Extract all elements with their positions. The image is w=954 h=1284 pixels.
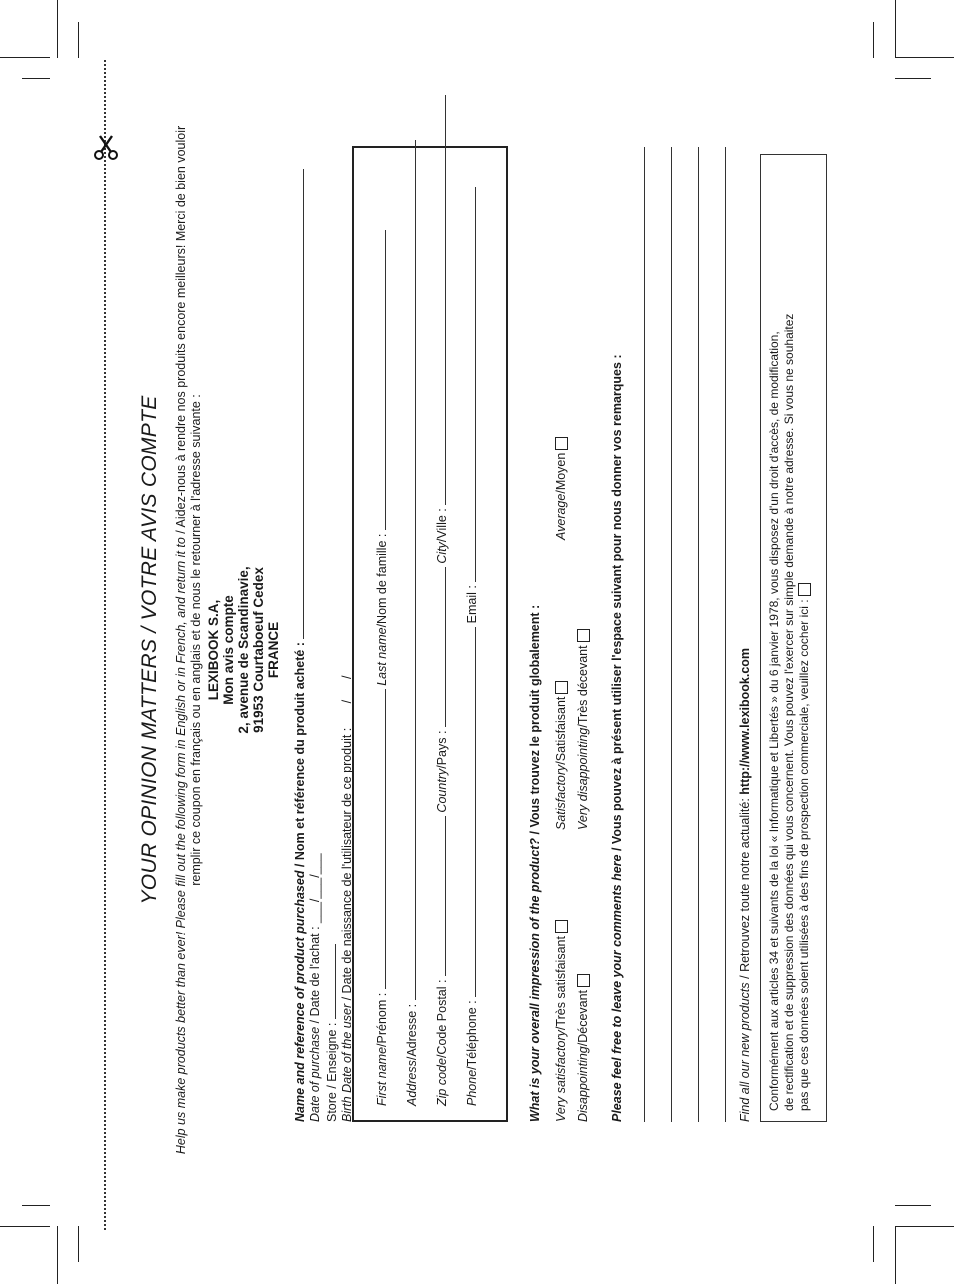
crop-mark bbox=[873, 1226, 874, 1262]
crop-mark bbox=[0, 1226, 50, 1227]
crop-mark bbox=[895, 78, 931, 79]
label: Address bbox=[405, 1060, 419, 1106]
label: Zip code bbox=[435, 1058, 449, 1106]
label: / Enseigne : bbox=[325, 1022, 339, 1093]
comment-line[interactable] bbox=[725, 147, 726, 1122]
label: /Satisfaisant bbox=[554, 696, 568, 765]
label: / Vous pouvez à présent utiliser l'espace suivant pour nous donner vos remarques : bbox=[610, 354, 624, 855]
address-line: LEXIBOOK S.A, bbox=[206, 599, 221, 701]
crop-mark bbox=[895, 1226, 954, 1227]
label: /Code Postal : bbox=[435, 979, 449, 1059]
website-link[interactable]: http://www.lexibook.com bbox=[738, 647, 752, 795]
label: Please feel free to leave your comments here bbox=[610, 854, 624, 1122]
find-products-row bbox=[738, 648, 752, 1122]
label: City bbox=[435, 542, 449, 564]
label: Very satisfactory bbox=[554, 1030, 568, 1122]
label: /Nom de famille : bbox=[375, 533, 389, 628]
country-field[interactable] bbox=[434, 567, 446, 727]
label: /Ville : bbox=[435, 508, 449, 543]
phone-row bbox=[464, 187, 479, 1106]
legal-notice bbox=[760, 154, 827, 1122]
opinion-form bbox=[130, 100, 850, 1200]
disappointing-checkbox[interactable] bbox=[577, 974, 590, 987]
comments-prompt bbox=[610, 354, 624, 1122]
crop-mark bbox=[57, 0, 58, 58]
address-line: 2, avenue de Scandinavie, bbox=[236, 566, 251, 734]
zip-field[interactable] bbox=[434, 816, 446, 976]
label: Email : bbox=[465, 585, 479, 624]
first-name-row bbox=[374, 230, 389, 1106]
crop-mark bbox=[895, 1226, 896, 1284]
birth-date-field[interactable]: ___/___/___ bbox=[340, 654, 354, 725]
label: Find all our new products bbox=[738, 982, 752, 1122]
address-line: Mon avis compte bbox=[221, 595, 236, 705]
comment-line[interactable] bbox=[644, 147, 645, 1122]
crop-mark bbox=[22, 78, 50, 79]
crop-mark bbox=[78, 1226, 79, 1262]
label: Very disappointing bbox=[576, 727, 590, 830]
first-name-field[interactable] bbox=[374, 689, 386, 989]
comment-line[interactable] bbox=[698, 147, 699, 1122]
date-field[interactable]: ___/___/___ bbox=[308, 853, 322, 923]
label: /Pays : bbox=[435, 730, 449, 769]
impression-average bbox=[554, 437, 568, 540]
label: / Vous trouvez le produit globalement : bbox=[528, 604, 542, 838]
address-line: FRANCE bbox=[266, 621, 281, 679]
label: /Décevant bbox=[576, 989, 590, 1047]
address-line: 91953 Courtaboeuf Cedex bbox=[251, 567, 266, 733]
scissors-icon bbox=[92, 134, 120, 162]
crop-mark bbox=[78, 22, 79, 58]
label: Name and reference of product purchased bbox=[293, 870, 307, 1122]
page-title: YOUR OPINION MATTERS / VOTRE AVIS COMPTE bbox=[138, 395, 161, 905]
intro-text bbox=[174, 120, 204, 1160]
mailing-address bbox=[206, 100, 281, 1200]
location-row bbox=[434, 95, 449, 1106]
impression-row-2 bbox=[576, 974, 590, 1122]
label: / Retrouvez toute notre actualité: bbox=[738, 794, 752, 983]
opt-out-checkbox[interactable] bbox=[798, 583, 811, 596]
label: /Prénom : bbox=[375, 992, 389, 1047]
last-name-field[interactable] bbox=[374, 230, 386, 530]
label: /Très satisfaisant bbox=[554, 936, 568, 1031]
label: Phone bbox=[465, 1069, 479, 1106]
legal-line: Conformément aux articles 34 et suivants de la loi « Informatique et Libertés » du 6 janvier 1978, vous disposez d'un droit d'accès, de modification, bbox=[767, 331, 781, 1111]
label: / Date de naissance de l'utilisateur de ce produit : bbox=[340, 727, 354, 1004]
label: Average bbox=[554, 493, 568, 540]
label: /Très décevant bbox=[576, 645, 590, 728]
city-field[interactable] bbox=[434, 95, 446, 505]
label: /Téléphone : bbox=[465, 1000, 479, 1070]
label: / Date de l'achat : bbox=[308, 926, 322, 1027]
phone-field[interactable] bbox=[464, 627, 476, 997]
cut-line bbox=[104, 60, 106, 1230]
email-field[interactable] bbox=[464, 187, 476, 582]
label: Store bbox=[325, 1092, 339, 1122]
label: Satisfactory bbox=[554, 764, 568, 830]
store-field[interactable] bbox=[324, 944, 336, 1019]
crop-mark bbox=[895, 0, 896, 58]
label: / Nom et référence du produit acheté : bbox=[293, 642, 307, 871]
impression-very-disappointing bbox=[576, 629, 590, 830]
label: Disappointing bbox=[576, 1046, 590, 1122]
label: /Moyen bbox=[554, 452, 568, 494]
contact-box bbox=[352, 146, 508, 1122]
label: Country bbox=[435, 768, 449, 813]
comment-line[interactable] bbox=[671, 147, 672, 1122]
address-row bbox=[404, 140, 419, 1106]
crop-mark bbox=[895, 57, 954, 58]
crop-mark bbox=[57, 1226, 58, 1284]
very-satisfactory-checkbox[interactable] bbox=[555, 920, 568, 933]
very-disappointing-checkbox[interactable] bbox=[577, 629, 590, 642]
label: Date of purchase bbox=[308, 1026, 322, 1122]
legal-line: de rectification et de suppression des données qui vous concernent. Vous pouvez l'exercer sur simple demande à notre adresse. Si vous ne souhaitez bbox=[782, 313, 796, 1111]
store-row bbox=[324, 944, 339, 1122]
impression-row-1 bbox=[554, 920, 568, 1122]
satisfactory-checkbox[interactable] bbox=[555, 681, 568, 694]
intro-text-fr: / Aidez-nous à rendre nos produits encore meilleurs! Merci de bien vouloir remplir ce coupon en français ou en anglais et de nous le retourner à l'adresse suivante : bbox=[174, 125, 203, 886]
label: /Adresse : bbox=[405, 1003, 419, 1061]
crop-mark bbox=[22, 1205, 50, 1206]
impression-satisfactory bbox=[554, 681, 568, 830]
label: Birth Date of the user bbox=[340, 1003, 354, 1122]
address-field[interactable] bbox=[404, 140, 416, 1000]
crop-mark bbox=[0, 57, 50, 58]
legal-line: pas que ces données soient utilisées à des fins de prospection commerciale, veuillez cocher ici : bbox=[797, 599, 811, 1111]
product-name-field[interactable] bbox=[292, 169, 304, 639]
label: What is your overall impression of the product? bbox=[528, 837, 542, 1122]
crop-mark bbox=[873, 22, 874, 58]
label: Last name bbox=[375, 627, 389, 686]
crop-mark bbox=[895, 1205, 931, 1206]
label: First name bbox=[375, 1046, 389, 1106]
average-checkbox[interactable] bbox=[555, 437, 568, 450]
purchase-date-row bbox=[308, 853, 322, 1122]
product-name-row bbox=[292, 169, 307, 1122]
intro-text-en: Help us make products better than ever! Please fill out the following form in English or in French, and return it to bbox=[174, 537, 188, 1155]
impression-question bbox=[528, 605, 542, 1122]
legal-line-last bbox=[797, 165, 812, 1111]
